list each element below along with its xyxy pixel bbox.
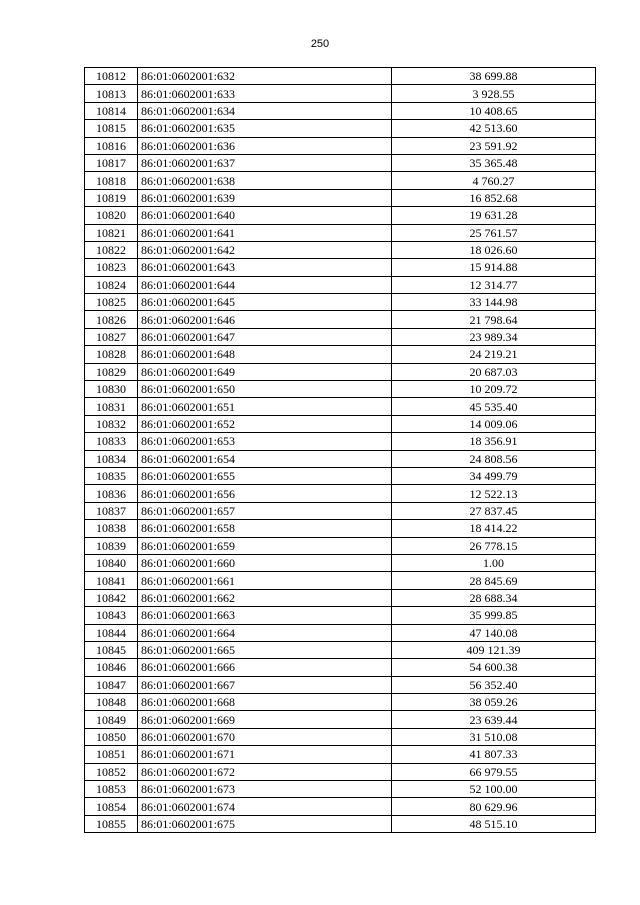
table-row xyxy=(85,363,596,380)
table-row xyxy=(85,398,596,415)
row-number-cell: 10853 xyxy=(85,781,138,798)
table-row xyxy=(85,450,596,467)
cadastral-value-cell: 25 761.57 xyxy=(392,224,596,241)
cadastral-number-cell: 86:01:0602001:645 xyxy=(138,294,392,311)
cadastral-number-cell: 86:01:0602001:661 xyxy=(138,572,392,589)
cadastral-value-cell: 16 852.68 xyxy=(392,189,596,206)
cadastral-value-cell: 35 365.48 xyxy=(392,154,596,171)
cadastral-number-cell: 86:01:0602001:658 xyxy=(138,520,392,537)
cadastral-number-cell: 86:01:0602001:641 xyxy=(138,224,392,241)
cadastral-value-cell: 15 914.88 xyxy=(392,259,596,276)
cadastral-value-cell: 19 631.28 xyxy=(392,207,596,224)
row-number-cell: 10840 xyxy=(85,554,138,571)
row-number-cell: 10854 xyxy=(85,798,138,815)
row-number-cell: 10829 xyxy=(85,363,138,380)
row-number-cell: 10820 xyxy=(85,207,138,224)
cadastral-value-cell: 52 100.00 xyxy=(392,781,596,798)
table-row xyxy=(85,554,596,571)
row-number-cell: 10841 xyxy=(85,572,138,589)
row-number-cell: 10822 xyxy=(85,241,138,258)
row-number-cell: 10825 xyxy=(85,294,138,311)
row-number-cell: 10844 xyxy=(85,624,138,641)
cadastral-value-cell: 28 688.34 xyxy=(392,589,596,606)
table-row xyxy=(85,172,596,189)
cadastral-value-cell: 42 513.60 xyxy=(392,120,596,137)
cadastral-value-cell: 80 629.96 xyxy=(392,798,596,815)
cadastral-value-cell: 33 144.98 xyxy=(392,294,596,311)
table-row xyxy=(85,746,596,763)
cadastral-number-cell: 86:01:0602001:635 xyxy=(138,120,392,137)
table-row xyxy=(85,311,596,328)
row-number-cell: 10849 xyxy=(85,711,138,728)
cadastral-number-cell: 86:01:0602001:667 xyxy=(138,676,392,693)
cadastral-number-cell: 86:01:0602001:659 xyxy=(138,537,392,554)
cadastral-number-cell: 86:01:0602001:664 xyxy=(138,624,392,641)
cadastral-value-cell: 31 510.08 xyxy=(392,728,596,745)
cadastral-value-cell: 20 687.03 xyxy=(392,363,596,380)
row-number-cell: 10815 xyxy=(85,120,138,137)
row-number-cell: 10821 xyxy=(85,224,138,241)
table-row xyxy=(85,346,596,363)
row-number-cell: 10839 xyxy=(85,537,138,554)
table-row xyxy=(85,433,596,450)
cadastral-number-cell: 86:01:0602001:662 xyxy=(138,589,392,606)
cadastral-number-cell: 86:01:0602001:640 xyxy=(138,207,392,224)
cadastral-number-cell: 86:01:0602001:647 xyxy=(138,328,392,345)
row-number-cell: 10851 xyxy=(85,746,138,763)
cadastral-value-cell: 10 408.65 xyxy=(392,102,596,119)
cadastral-value-cell: 23 591.92 xyxy=(392,137,596,154)
table-row xyxy=(85,520,596,537)
cadastral-value-cell: 24 808.56 xyxy=(392,450,596,467)
row-number-cell: 10823 xyxy=(85,259,138,276)
cadastral-value-cell: 34 499.79 xyxy=(392,467,596,484)
cadastral-value-cell: 48 515.10 xyxy=(392,815,596,832)
cadastral-number-cell: 86:01:0602001:650 xyxy=(138,381,392,398)
row-number-cell: 10835 xyxy=(85,467,138,484)
row-number-cell: 10824 xyxy=(85,276,138,293)
table-row xyxy=(85,381,596,398)
table-row xyxy=(85,537,596,554)
cadastral-number-cell: 86:01:0602001:646 xyxy=(138,311,392,328)
row-number-cell: 10847 xyxy=(85,676,138,693)
table-row xyxy=(85,328,596,345)
cadastral-value-cell: 18 414.22 xyxy=(392,520,596,537)
table-row xyxy=(85,68,596,85)
table-row xyxy=(85,259,596,276)
row-number-cell: 10812 xyxy=(85,68,138,85)
cadastral-number-cell: 86:01:0602001:674 xyxy=(138,798,392,815)
cadastral-number-cell: 86:01:0602001:666 xyxy=(138,659,392,676)
cadastral-number-cell: 86:01:0602001:649 xyxy=(138,363,392,380)
row-number-cell: 10837 xyxy=(85,502,138,519)
cadastral-value-cell: 409 121.39 xyxy=(392,641,596,658)
row-number-cell: 10831 xyxy=(85,398,138,415)
row-number-cell: 10833 xyxy=(85,433,138,450)
cadastral-value-cell: 23 639.44 xyxy=(392,711,596,728)
table-row xyxy=(85,815,596,832)
cadastral-number-cell: 86:01:0602001:672 xyxy=(138,763,392,780)
row-number-cell: 10838 xyxy=(85,520,138,537)
table-row xyxy=(85,415,596,432)
cadastral-value-cell: 18 026.60 xyxy=(392,241,596,258)
cadastral-value-cell: 23 989.34 xyxy=(392,328,596,345)
cadastral-value-cell: 3 928.55 xyxy=(392,85,596,102)
table-row xyxy=(85,763,596,780)
cadastral-value-cell: 12 314.77 xyxy=(392,276,596,293)
cadastral-number-cell: 86:01:0602001:673 xyxy=(138,781,392,798)
table-row xyxy=(85,607,596,624)
row-number-cell: 10830 xyxy=(85,381,138,398)
row-number-cell: 10832 xyxy=(85,415,138,432)
cadastral-value-cell: 21 798.64 xyxy=(392,311,596,328)
table-body xyxy=(85,68,596,833)
table-row xyxy=(85,781,596,798)
row-number-cell: 10816 xyxy=(85,137,138,154)
table-row xyxy=(85,137,596,154)
table-row xyxy=(85,676,596,693)
table-row xyxy=(85,85,596,102)
row-number-cell: 10826 xyxy=(85,311,138,328)
cadastral-value-cell: 38 699.88 xyxy=(392,68,596,85)
table-row xyxy=(85,659,596,676)
cadastral-number-cell: 86:01:0602001:644 xyxy=(138,276,392,293)
cadastral-number-cell: 86:01:0602001:652 xyxy=(138,415,392,432)
cadastral-number-cell: 86:01:0602001:643 xyxy=(138,259,392,276)
cadastral-value-cell: 24 219.21 xyxy=(392,346,596,363)
row-number-cell: 10852 xyxy=(85,763,138,780)
row-number-cell: 10834 xyxy=(85,450,138,467)
cadastral-number-cell: 86:01:0602001:669 xyxy=(138,711,392,728)
table-row xyxy=(85,189,596,206)
cadastral-number-cell: 86:01:0602001:632 xyxy=(138,68,392,85)
cadastral-value-cell: 28 845.69 xyxy=(392,572,596,589)
cadastral-value-cell: 4 760.27 xyxy=(392,172,596,189)
table-row xyxy=(85,502,596,519)
row-number-cell: 10836 xyxy=(85,485,138,502)
cadastral-value-cell: 26 778.15 xyxy=(392,537,596,554)
cadastral-number-cell: 86:01:0602001:639 xyxy=(138,189,392,206)
cadastral-value-cell: 47 140.08 xyxy=(392,624,596,641)
table-row xyxy=(85,154,596,171)
cadastral-number-cell: 86:01:0602001:653 xyxy=(138,433,392,450)
table-row xyxy=(85,120,596,137)
table-row xyxy=(85,711,596,728)
row-number-cell: 10850 xyxy=(85,728,138,745)
cadastral-value-cell: 41 807.33 xyxy=(392,746,596,763)
table-row xyxy=(85,641,596,658)
row-number-cell: 10819 xyxy=(85,189,138,206)
cadastral-number-cell: 86:01:0602001:654 xyxy=(138,450,392,467)
cadastral-number-cell: 86:01:0602001:651 xyxy=(138,398,392,415)
table-row xyxy=(85,694,596,711)
table-row xyxy=(85,485,596,502)
row-number-cell: 10842 xyxy=(85,589,138,606)
row-number-cell: 10827 xyxy=(85,328,138,345)
cadastral-value-table xyxy=(84,67,596,833)
table-row xyxy=(85,102,596,119)
cadastral-number-cell: 86:01:0602001:648 xyxy=(138,346,392,363)
cadastral-number-cell: 86:01:0602001:663 xyxy=(138,607,392,624)
cadastral-number-cell: 86:01:0602001:656 xyxy=(138,485,392,502)
table-row xyxy=(85,224,596,241)
cadastral-number-cell: 86:01:0602001:642 xyxy=(138,241,392,258)
row-number-cell: 10828 xyxy=(85,346,138,363)
row-number-cell: 10845 xyxy=(85,641,138,658)
cadastral-number-cell: 86:01:0602001:634 xyxy=(138,102,392,119)
cadastral-value-cell: 18 356.91 xyxy=(392,433,596,450)
cadastral-number-cell: 86:01:0602001:657 xyxy=(138,502,392,519)
cadastral-number-cell: 86:01:0602001:668 xyxy=(138,694,392,711)
table-row xyxy=(85,798,596,815)
table-row xyxy=(85,589,596,606)
cadastral-number-cell: 86:01:0602001:665 xyxy=(138,641,392,658)
row-number-cell: 10818 xyxy=(85,172,138,189)
table-row xyxy=(85,241,596,258)
table-row xyxy=(85,294,596,311)
cadastral-number-cell: 86:01:0602001:671 xyxy=(138,746,392,763)
cadastral-value-cell: 14 009.06 xyxy=(392,415,596,432)
cadastral-number-cell: 86:01:0602001:633 xyxy=(138,85,392,102)
page-number: 250 xyxy=(310,38,330,50)
row-number-cell: 10814 xyxy=(85,102,138,119)
cadastral-value-cell: 1.00 xyxy=(392,554,596,571)
cadastral-value-cell: 54 600.38 xyxy=(392,659,596,676)
row-number-cell: 10846 xyxy=(85,659,138,676)
table-row xyxy=(85,207,596,224)
row-number-cell: 10817 xyxy=(85,154,138,171)
row-number-cell: 10813 xyxy=(85,85,138,102)
cadastral-value-cell: 45 535.40 xyxy=(392,398,596,415)
cadastral-value-cell: 10 209.72 xyxy=(392,381,596,398)
table-row xyxy=(85,276,596,293)
cadastral-value-cell: 38 059.26 xyxy=(392,694,596,711)
cadastral-value-cell: 35 999.85 xyxy=(392,607,596,624)
table-row xyxy=(85,467,596,484)
table-row xyxy=(85,624,596,641)
cadastral-value-cell: 12 522.13 xyxy=(392,485,596,502)
row-number-cell: 10843 xyxy=(85,607,138,624)
cadastral-number-cell: 86:01:0602001:675 xyxy=(138,815,392,832)
cadastral-number-cell: 86:01:0602001:638 xyxy=(138,172,392,189)
row-number-cell: 10855 xyxy=(85,815,138,832)
cadastral-number-cell: 86:01:0602001:655 xyxy=(138,467,392,484)
table-row xyxy=(85,728,596,745)
cadastral-value-cell: 27 837.45 xyxy=(392,502,596,519)
row-number-cell: 10848 xyxy=(85,694,138,711)
cadastral-number-cell: 86:01:0602001:637 xyxy=(138,154,392,171)
cadastral-value-cell: 66 979.55 xyxy=(392,763,596,780)
cadastral-number-cell: 86:01:0602001:660 xyxy=(138,554,392,571)
table-row xyxy=(85,572,596,589)
cadastral-value-cell: 56 352.40 xyxy=(392,676,596,693)
cadastral-number-cell: 86:01:0602001:670 xyxy=(138,728,392,745)
cadastral-number-cell: 86:01:0602001:636 xyxy=(138,137,392,154)
